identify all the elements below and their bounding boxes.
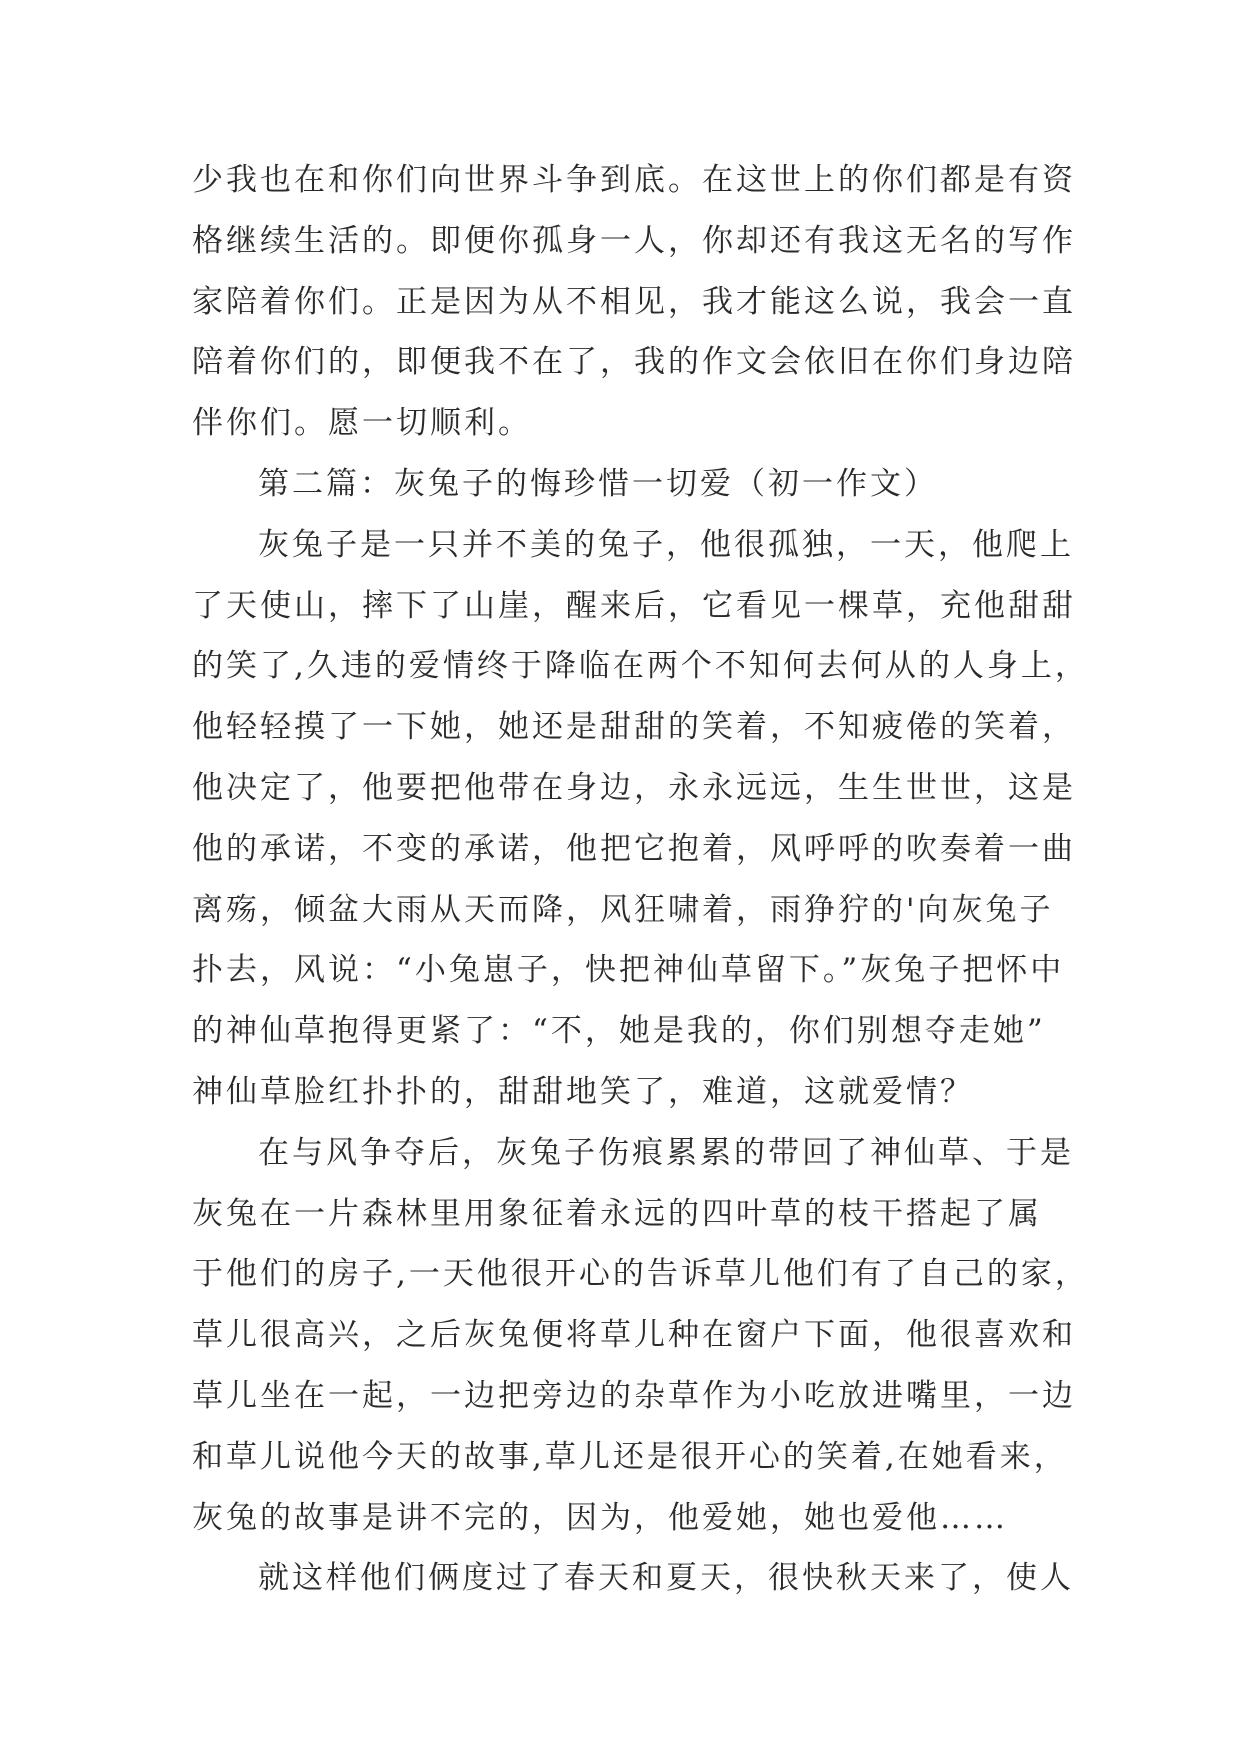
document-body bbox=[192, 150, 1089, 1609]
text-line: 第二篇：灰兔子的悔珍惜一切爱（初一作文） bbox=[258, 465, 938, 502]
text-line: 他轻轻摸了一下她，她还是甜甜的笑着，不知疲倦的笑着， bbox=[192, 709, 1076, 746]
text-line: 了天使山，摔下了山崖，醒来后，它看见一棵草，充他甜甜 bbox=[192, 587, 1076, 624]
text-line: 和草儿说他今天的故事,草儿还是很开心的笑着,在她看来， bbox=[192, 1438, 1068, 1475]
text-line: 的神仙草抱得更紧了：“不，她是我的，你们别想夺走她” bbox=[192, 1013, 1046, 1050]
text-line: 离殇，倾盆大雨从天而降，风狂啸着，雨狰狞的'向灰兔子 bbox=[192, 891, 1054, 928]
text-line: 少我也在和你们向世界斗争到底。在这世上的你们都是有资 bbox=[192, 162, 1076, 198]
text-line: 灰兔的故事是讲不完的，因为，他爱她，她也爱他…… bbox=[192, 1499, 1008, 1536]
text-line: 草儿坐在一起，一边把旁边的杂草作为小吃放进嘴里，一边 bbox=[192, 1377, 1076, 1414]
text-line: 神仙草脸红扑扑的，甜甜地笑了，难道，这就爱情？ bbox=[192, 1073, 974, 1110]
text-line: 他的承诺，不变的承诺，他把它抱着，风呼呼的吹奏着一曲 bbox=[192, 830, 1076, 867]
text-line: 格继续生活的。即便你孤身一人，你却还有我这无名的写作 bbox=[192, 222, 1076, 259]
text-line: 灰兔子是一只并不美的兔子，他很孤独，一天，他爬上 bbox=[258, 526, 1074, 563]
text-line: 他决定了，他要把他带在身边，永永远远，生生世世，这是 bbox=[192, 769, 1076, 806]
text-line: 的笑了,久违的爱情终于降临在两个不知何去何从的人身上， bbox=[192, 648, 1089, 685]
text-line: 扑去，风说：“小兔崽子，快把神仙草留下。”灰兔子把怀中 bbox=[192, 952, 1065, 989]
text-line: 草儿很高兴，之后灰兔便将草儿种在窗户下面，他很喜欢和 bbox=[192, 1317, 1076, 1354]
text-line: 于他们的房子,一天他很开心的告诉草儿他们有了自己的家， bbox=[192, 1256, 1089, 1293]
text-line: 就这样他们俩度过了春天和夏天，很快秋天来了，使人 bbox=[258, 1560, 1074, 1597]
text-line: 伴你们。愿一切顺利。 bbox=[192, 405, 532, 442]
text-line: 家陪着你们。正是因为从不相见，我才能这么说，我会一直 bbox=[192, 283, 1076, 320]
text-line: 灰兔在一片森林里用象征着永远的四叶草的枝干搭起了属 bbox=[192, 1195, 1042, 1232]
text-line: 陪着你们的，即便我不在了，我的作文会依旧在你们身边陪 bbox=[192, 344, 1076, 381]
text-line: 在与风争夺后，灰兔子伤痕累累的带回了神仙草、于是 bbox=[258, 1134, 1074, 1171]
